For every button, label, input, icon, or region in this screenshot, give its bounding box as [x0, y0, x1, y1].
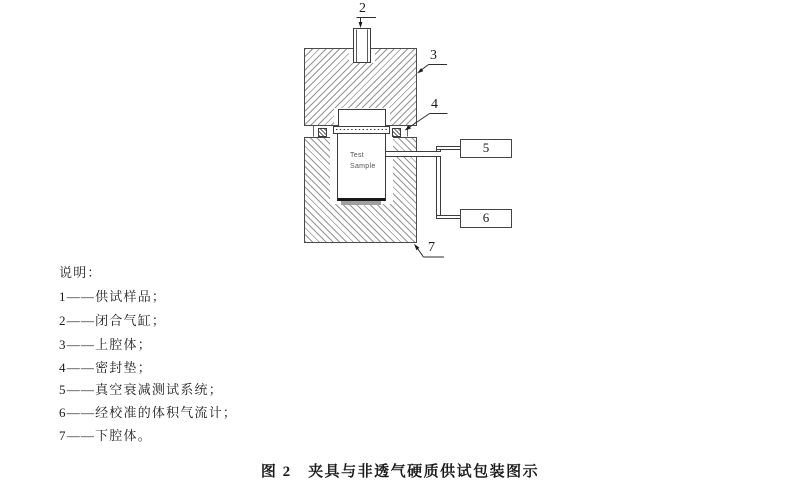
callout-upper-chamber: 3 — [430, 48, 437, 63]
sample-tube — [386, 151, 441, 157]
callout-lower-chamber: 7 — [428, 240, 435, 255]
sample-shadow — [341, 201, 381, 205]
sample-label-line2: Sample — [350, 163, 376, 170]
manifold-bottom-stub — [437, 215, 462, 219]
sample-label — [350, 150, 376, 172]
package-cap — [338, 109, 386, 127]
legend-item-4: 4——密封垫； — [59, 360, 152, 375]
flow-meter-box — [460, 209, 512, 228]
vacuum-decay-box — [460, 139, 512, 158]
sample-label-line1: Test — [350, 152, 365, 159]
legend-title: 说明： — [59, 265, 102, 280]
callout-gasket: 4 — [431, 97, 438, 112]
closing-cylinder — [353, 28, 371, 63]
legend-item-5: 5——真空衰减测试系统； — [59, 382, 223, 397]
leader-3 — [417, 65, 447, 74]
leader-2 — [357, 18, 377, 29]
gasket-right — [392, 128, 401, 137]
flow-meter-box-label: 6 — [482, 210, 490, 225]
callout-closing-cylinder: 2 — [359, 1, 366, 16]
legend-item-7: 7——下腔体。 — [59, 428, 152, 443]
legend-item-3: 3——上腔体； — [59, 337, 152, 352]
legend-item-1: 1——供试样品； — [59, 289, 167, 304]
vacuum-decay-box-label: 5 — [482, 140, 490, 155]
figure-caption: 图 2 夹具与非透气硬质供试包装图示 — [260, 464, 540, 480]
legend-item-2: 2——闭合气缸； — [59, 313, 167, 328]
manifold-top-stub — [437, 146, 462, 150]
gasket-left — [318, 128, 327, 137]
legend-item-6: 6——经校准的体积气流计； — [59, 405, 238, 420]
